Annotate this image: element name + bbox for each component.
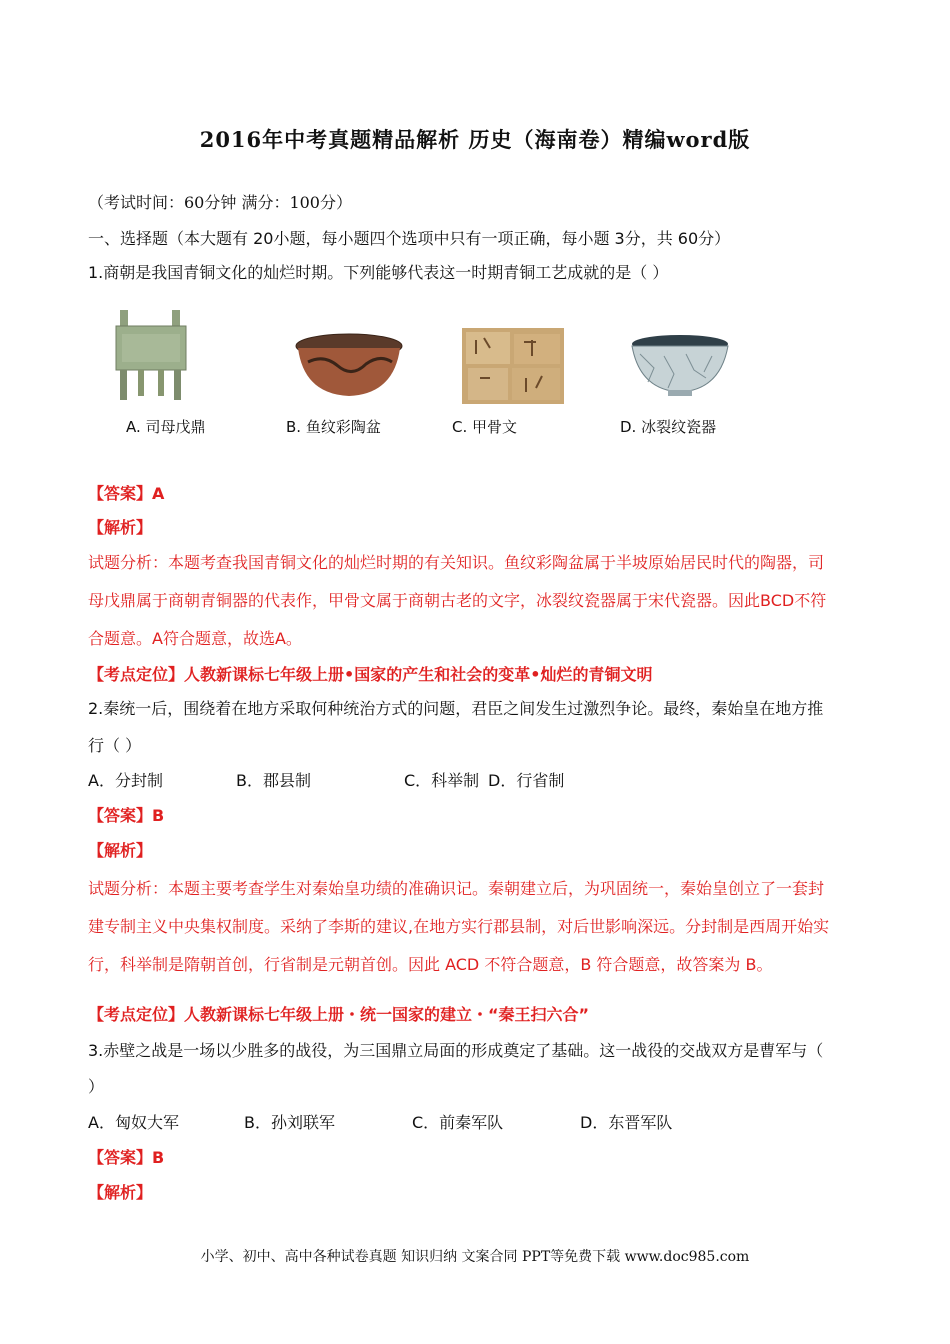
pottery-basin-image (294, 332, 404, 400)
question-1-analysis-line: 试题分析：本题考查我国青铜文化的灿烂时期的有关知识。鱼纹彩陶盆属于半坡原始居民时代的陶器，司 (88, 553, 825, 572)
question-1-analysis-line: 合题意。A符合题意，故选A。 (88, 629, 302, 648)
option-b-caption: B. 鱼纹彩陶盆 (286, 418, 381, 436)
question-3-option-c: C．前秦军队 (412, 1113, 504, 1132)
question-1-analysis-line: 母戊鼎属于商朝青铜器的代表作，甲骨文属于商朝古老的文字，冰裂纹瓷器属于宋代瓷器。因此BCD不符 (88, 591, 827, 610)
page-title: 2016年中考真题精品解析 历史（海南卷）精编word版 (199, 127, 751, 152)
question-3-stem: 3.赤壁之战是一场以少胜多的战役，为三国鼎立局面的形成奠定了基础。这一战役的交战双方是曹军与（ (88, 1041, 824, 1060)
question-1-answer: 【答案】A (88, 484, 165, 503)
question-3-analysis-label: 【解析】 (88, 1183, 153, 1202)
question-3-option-a: A．匈奴大军 (88, 1113, 179, 1132)
question-1-kaodian: 【考点定位】人教新课标七年级上册•国家的产生和社会的变革•灿烂的青铜文明 (88, 665, 653, 684)
question-1-analysis-label: 【解析】 (88, 518, 153, 537)
question-2-option-a: A．分封制 (88, 771, 163, 790)
celadon-bowl-image (630, 334, 730, 398)
question-3-answer: 【答案】B (88, 1148, 165, 1167)
page-footer: 小学、初中、高中各种试卷真题 知识归纳 文案合同 PPT等免费下载 www.doc985.com (200, 1249, 750, 1265)
question-2-analysis-line: 试题分析：本题主要考查学生对秦始皇功绩的准确识记。秦朝建立后，为巩固统一，秦始皇创立了一套封 (88, 879, 825, 898)
section-heading: 一、选择题（本大题有 20小题，每小题四个选项中只有一项正确，每小题 3分，共 60分） (88, 229, 731, 248)
question-2-answer: 【答案】B (88, 806, 165, 825)
question-3-stem-cont: ） (88, 1077, 105, 1096)
ding-vessel-image (112, 306, 190, 404)
option-d-caption: D. 冰裂纹瓷器 (620, 418, 717, 436)
question-2-stem: 2.秦统一后，围绕着在地方采取何种统治方式的问题，君臣之间发生过激烈争论。最终，秦始皇在地方推 (88, 699, 824, 718)
question-2-analysis-label: 【解析】 (88, 841, 153, 860)
question-1-stem: 1.商朝是我国青铜文化的灿烂时期。下列能够代表这一时期青铜工艺成就的是（ ） (88, 263, 669, 282)
question-3-option-b: B．孙刘联军 (244, 1113, 335, 1132)
question-2-analysis-line: 建专制主义中央集权制度。采纳了李斯的建议,在地方实行郡县制，对后世影响深远。分封制是西周开始实 (88, 917, 830, 936)
question-2-option-b: B．郡县制 (236, 771, 311, 790)
option-a-caption: A. 司母戊鼎 (126, 418, 206, 436)
option-c-caption: C. 甲骨文 (452, 418, 518, 436)
question-2-option-d: D．行省制 (488, 771, 565, 790)
question-2-analysis-line: 行，科举制是隋朝首创，行省制是元朝首创。因此 ACD 不符合题意，B 符合题意，故答案为 B。 (88, 955, 773, 974)
question-2-stem-cont: 行（ ） (88, 736, 142, 755)
question-2-option-c: C．科举制 (404, 771, 480, 790)
oracle-bone-image (462, 328, 564, 404)
exam-info: （考试时间：60分钟 满分：100分） (88, 193, 352, 212)
question-3-option-d: D．东晋军队 (580, 1113, 673, 1132)
question-2-kaodian: 【考点定位】人教新课标七年级上册・统一国家的建立・“秦王扫六合” (88, 1005, 590, 1024)
